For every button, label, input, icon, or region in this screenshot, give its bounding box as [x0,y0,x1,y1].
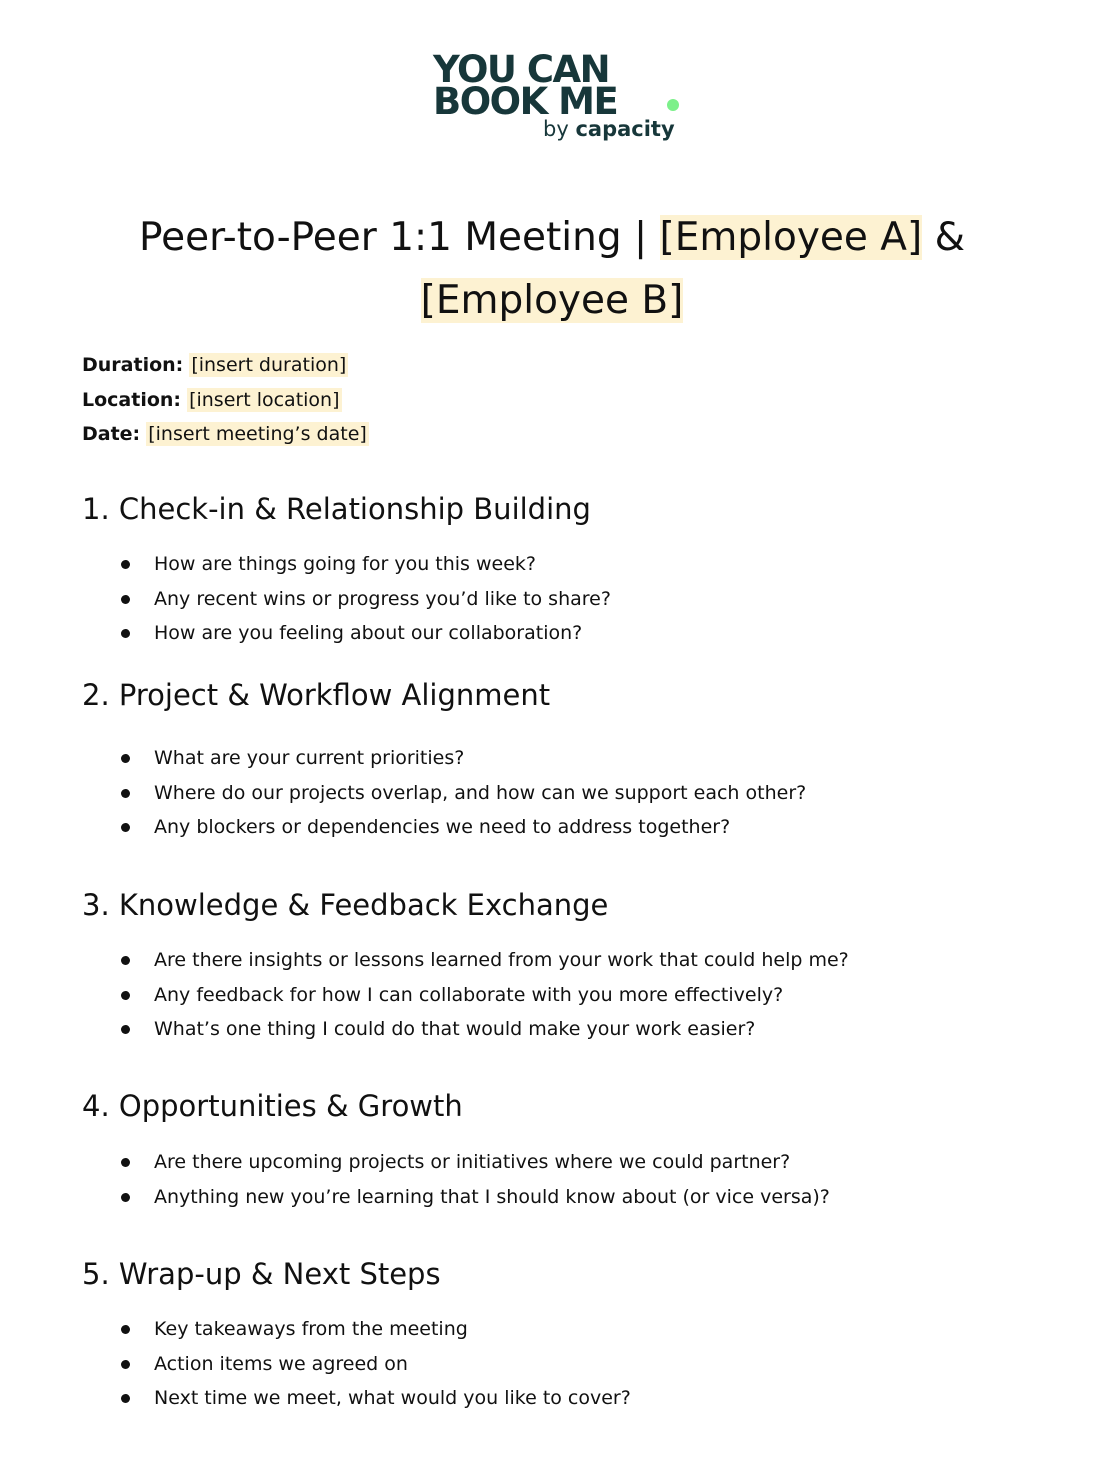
list-item-text: Are there insights or lessons learned from your work that could help me? [154,949,849,971]
list-item [118,616,611,651]
logo-tagline [543,116,675,142]
list-item [118,1145,830,1180]
bullet-icon [121,1394,130,1403]
list-item-text: Any recent wins or progress you’d like to share? [154,587,611,610]
list-item [118,776,806,811]
bullet-icon [121,1193,130,1202]
bullet-icon [121,595,130,604]
section-list-knowledge-feedback [118,943,849,1047]
section-heading-opportunities-growth: 4. Opportunities & Growth [82,1089,463,1123]
list-item [118,1312,631,1347]
list-item [118,547,611,582]
list-item-text: Any blockers or dependencies we need to address together? [154,816,731,838]
list-item-text: What’s one thing I could do that would make your work easier? [154,1018,756,1040]
logo-line-2: BOOK ME [433,80,618,123]
section-list-wrap-up [118,1312,631,1416]
duration-value: [insert duration] [191,354,347,376]
logo-line-1: YOU CAN [433,48,610,91]
bullet-icon [121,1025,130,1034]
bullet-icon [121,629,130,638]
bullet-icon [121,1325,130,1334]
bullet-icon [121,789,130,798]
list-item [118,810,806,845]
list-item-text: Action items we agreed on [154,1352,408,1375]
list-item-text: How are you feeling about our collaboration? [154,622,583,644]
title-joiner: & [922,215,966,260]
list-item [118,1381,631,1416]
list-item-text: What are your current priorities? [154,747,465,769]
meeting-details [82,348,369,452]
section-list-project-alignment [118,741,806,845]
list-item-text: Anything new you’re learning that I should know about (or vice versa)? [154,1185,830,1208]
list-item-text: Any feedback for how I can collaborate with you more effectively? [154,983,784,1006]
section-heading-wrap-up: 5. Wrap-up & Next Steps [82,1257,441,1291]
list-item [118,1347,631,1382]
section-heading-check-in: 1. Check-in & Relationship Building [82,492,591,526]
list-item-text: Where do our projects overlap, and how can we support each other? [154,781,807,804]
title-employee-a: [Employee A] [659,215,923,260]
logo-dot-icon [667,99,679,111]
bullet-icon [121,560,130,569]
date-label: Date: [82,423,141,445]
list-item [118,943,849,978]
logo-by: by [543,117,569,141]
list-item-text: Next time we meet, what would you like to cover? [154,1387,631,1409]
bullet-icon [121,754,130,763]
location-value: [insert location] [189,388,340,411]
list-item [118,582,611,617]
section-heading-knowledge-feedback: 3. Knowledge & Feedback Exchange [82,888,609,922]
bullet-icon [121,991,130,1000]
title-prefix: Peer-to-Peer 1:1 Meeting | [138,215,660,260]
section-heading-project-alignment: 2. Project & Workflow Alignment [82,678,551,712]
location-row [82,383,369,418]
title-employee-b: [Employee B] [420,278,684,323]
list-item-text: Are there upcoming projects or initiatives where we could partner? [154,1151,791,1173]
date-value: [insert meeting’s date] [148,423,367,445]
bullet-icon [121,1360,130,1369]
date-row [82,417,369,452]
logo-company: capacity [575,117,675,141]
location-label: Location: [82,388,182,411]
list-item-text: How are things going for you this week? [154,553,537,575]
bullet-icon [121,956,130,965]
list-item [118,741,806,776]
section-list-check-in [118,547,611,651]
duration-label: Duration: [82,354,184,376]
list-item-text: Key takeaways from the meeting [154,1318,468,1340]
list-item [118,978,849,1013]
company-logo [433,48,683,144]
list-item [118,1012,849,1047]
section-list-opportunities-growth [118,1145,830,1214]
page-title [100,206,1004,332]
duration-row [82,348,369,383]
bullet-icon [121,1158,130,1167]
bullet-icon [121,823,130,832]
list-item [118,1180,830,1215]
